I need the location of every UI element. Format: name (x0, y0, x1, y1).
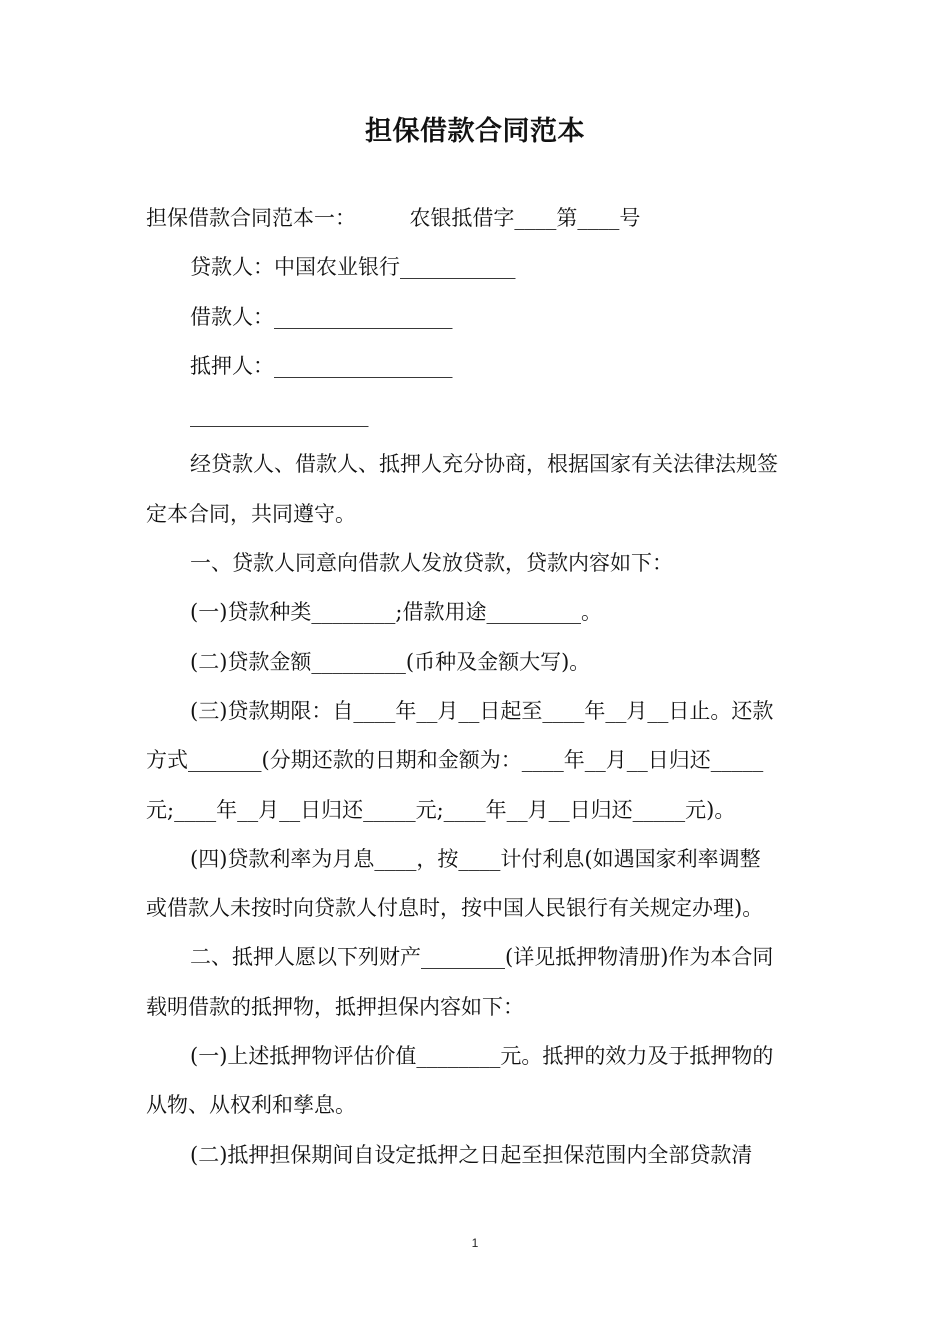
paragraph-line: 定本合同，共同遵守。 (146, 501, 356, 526)
clause-continuation-line: 从物、从权利和孳息。 (146, 1093, 356, 1118)
clause-line: (二)抵押担保期间自设定抵押之日起至担保范围内全部贷款清 (190, 1142, 753, 1167)
section-heading-line: 一、贷款人同意向借款人发放贷款，贷款内容如下： (190, 551, 673, 576)
clause-line: (一)贷款种类________;借款用途_________。 (190, 600, 602, 625)
lender-line: 贷款人：中国农业银行___________ (190, 255, 516, 280)
borrower-line: 借款人：_________________ (190, 304, 453, 329)
clause-continuation-line: 方式_______(分期还款的日期和金额为：____年__月__日归还_____ (146, 748, 764, 773)
clause-line: (二)贷款金额_________(币种及金额大写)。 (190, 649, 591, 674)
page-number: 1 (471, 1236, 479, 1250)
paragraph-line: 经贷款人、借款人、抵押人充分协商，根据国家有关法律法规签 (190, 452, 778, 477)
paragraph-line: 载明借款的抵押物，抵押担保内容如下： (146, 994, 524, 1019)
blank-signature-line: _________________ (190, 403, 369, 428)
contract-number-line: 担保借款合同范本一： 农银抵借字____第____号 (146, 206, 641, 230)
clause-continuation-line: 或借款人未按时向贷款人付息时，按中国人民银行有关规定办理)。 (146, 896, 764, 921)
clause-continuation-line: 元;____年__月__日归还_____元;____年__月__日归还_____元)。 (146, 797, 736, 822)
clause-line: (三)贷款期限：自____年__月__日起至____年__月__日止。还款 (190, 698, 774, 723)
clause-line: (四)贷款利率为月息____，按____计付利息(如遇国家利率调整 (190, 846, 761, 871)
document-title: 担保借款合同范本 (365, 116, 585, 147)
clause-line: (一)上述抵押物评估价值________元。抵押的效力及于抵押物的 (190, 1044, 774, 1069)
section-heading-line: 二、抵押人愿以下列财产________(详见抵押物清册)作为本合同 (190, 945, 774, 970)
mortgagor-line: 抵押人：_________________ (190, 353, 453, 378)
document-body (146, 194, 814, 1180)
